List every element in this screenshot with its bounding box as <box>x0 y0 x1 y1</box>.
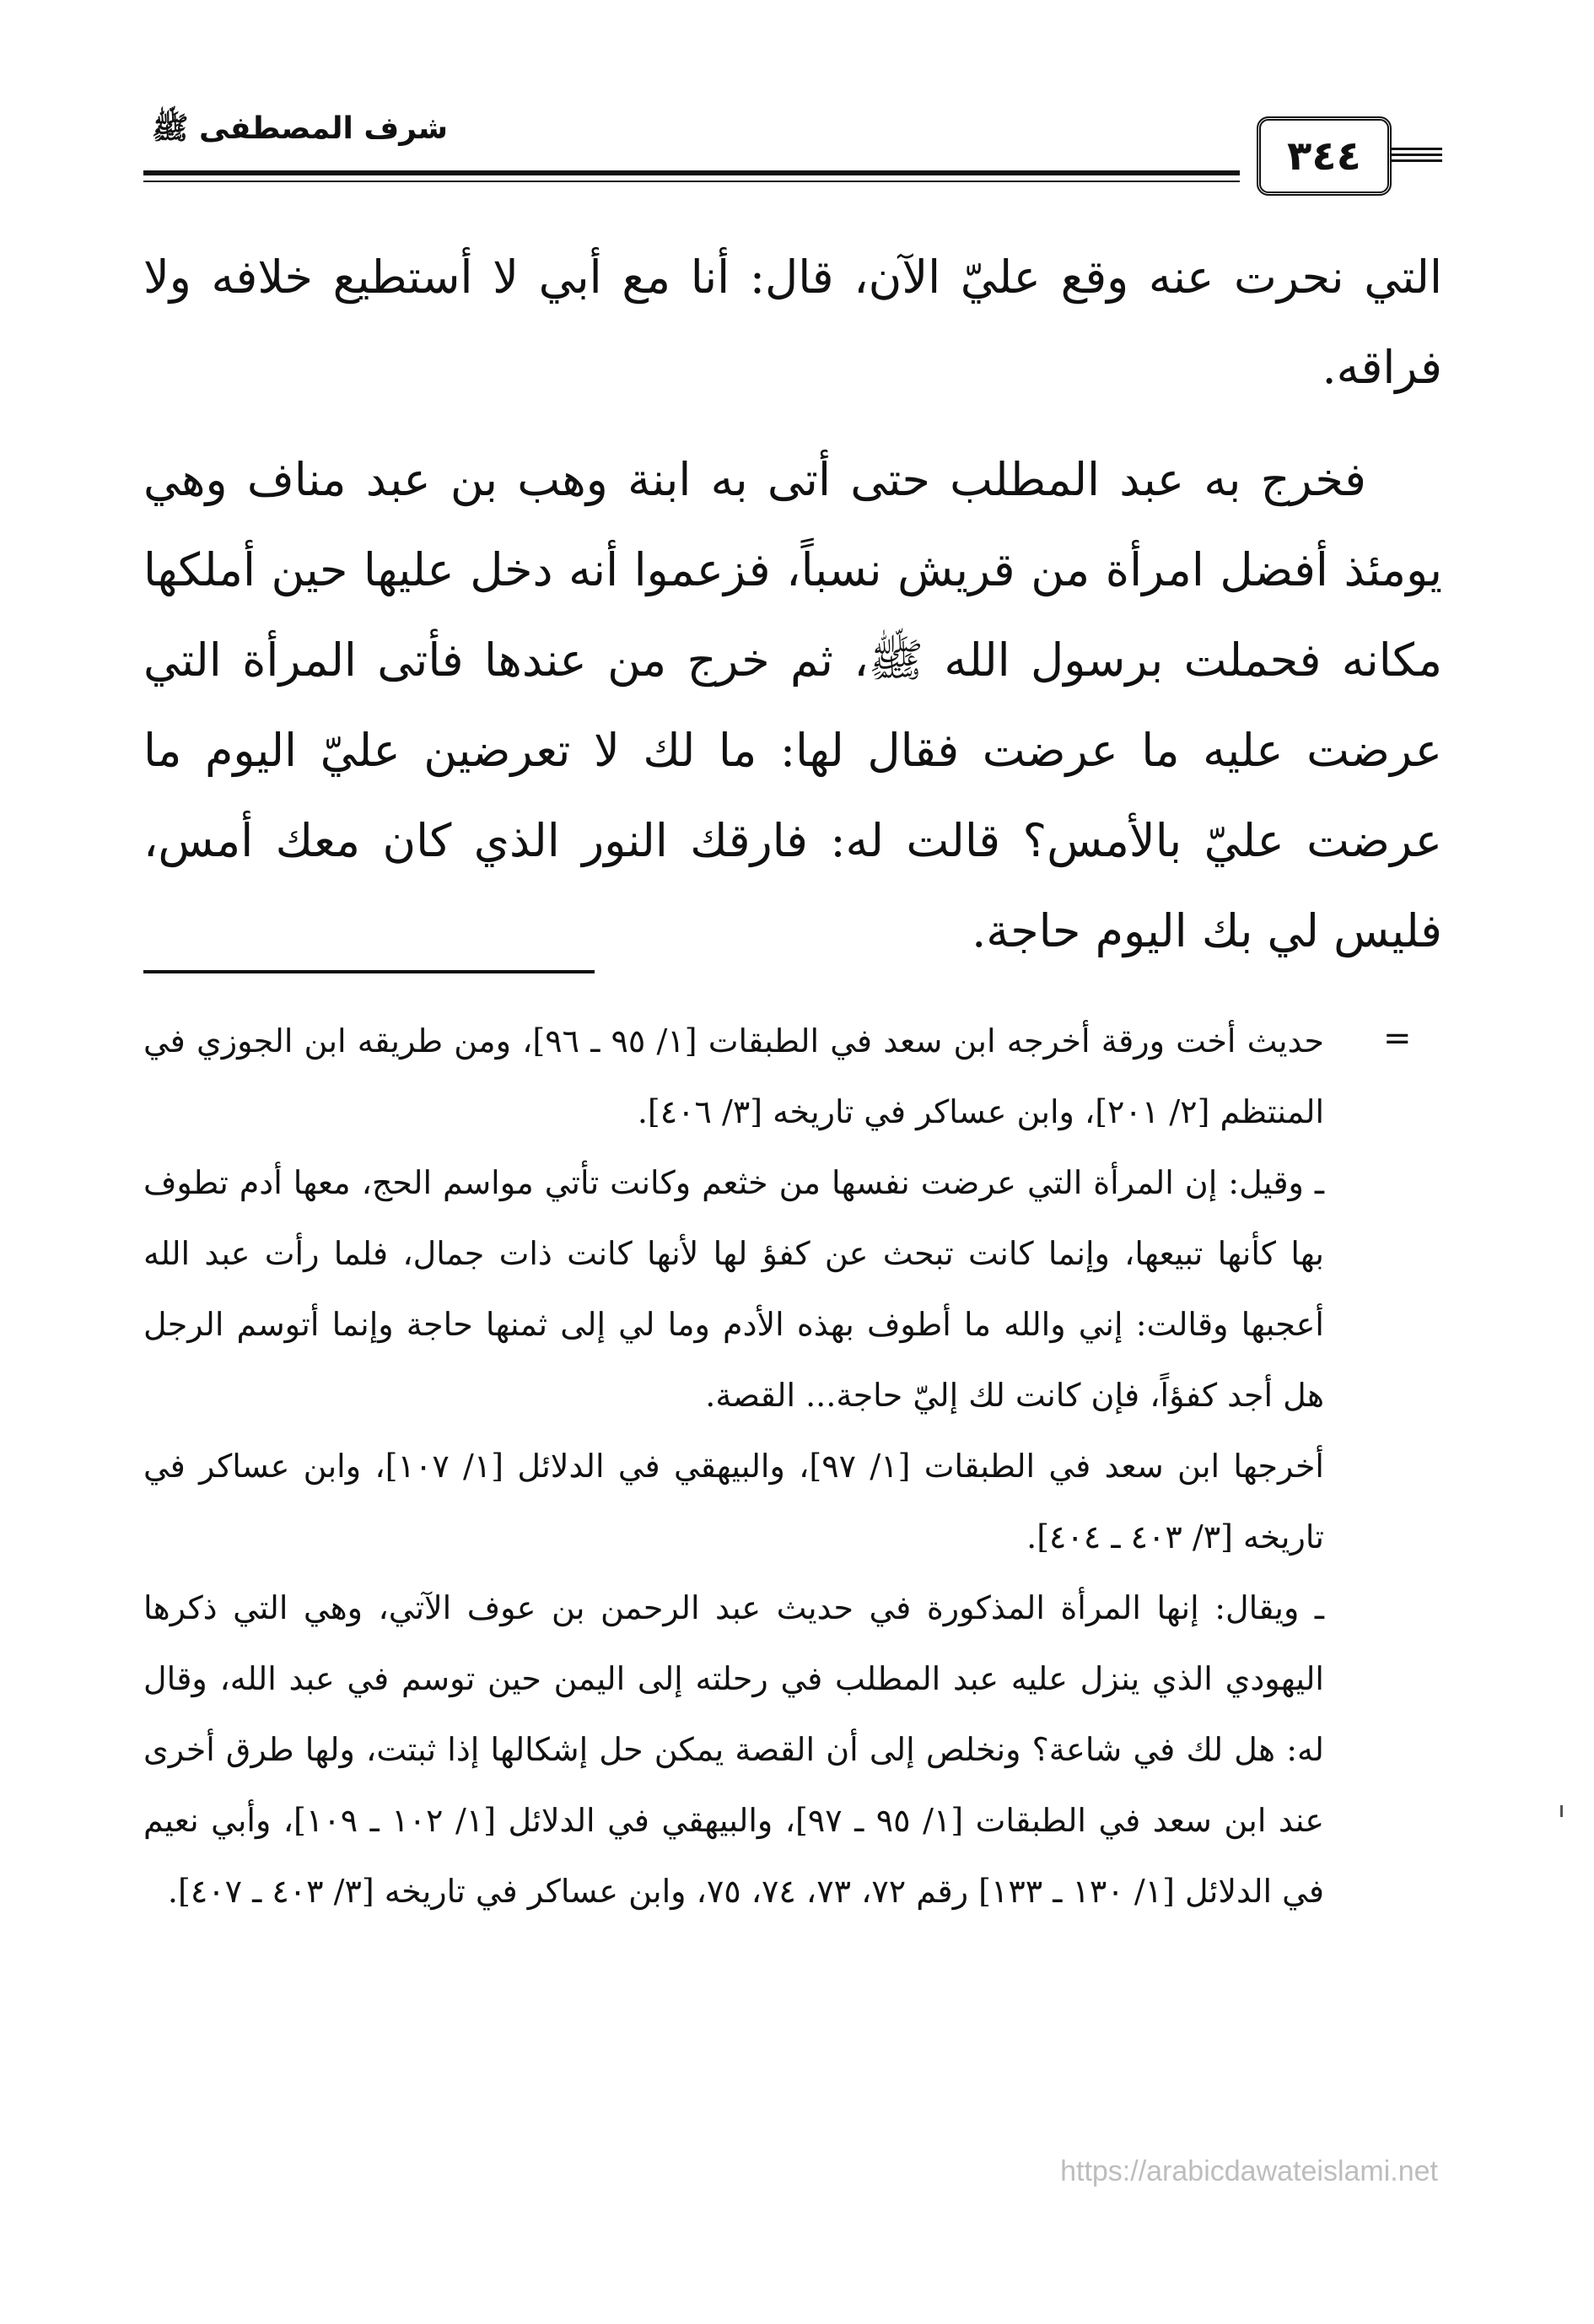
footnote-paragraph: أخرجها ابن سعد في الطبقات [١/ ٩٧]، والبيهقي في الدلائل [١/ ١٠٧]، وابن عساكر في تاريخه [٣/ ٤٠٣ ـ ٤٠٤]. <box>143 1448 1324 1556</box>
footnote-paragraph: ـ وقيل: إن المرأة التي عرضت نفسها من خثعم وكانت تأتي مواسم الحج، معها أدم تطوف بها كأنها تبيعها، وإنما كانت تبحث عن كفؤ لها لأنها كانت ذات جمال، فلما رأت عبد الله أعجبها وقالت: إني والله ما أطوف بهذه الأدم وما لي إلى ثمنها حاجة وإنما أتوسم الرجل هل أجد كفؤاً، فإن كانت لك إليّ حاجة... القصة. <box>143 1164 1324 1414</box>
footnote-paragraph: ـ ويقال: إنها المرأة المذكورة في حديث عبد الرحمن بن عوف الآتي، وهي التي ذكرها اليهودي الذي ينزل عليه عبد المطلب في رحلته إلى اليمن حين توسم في عبد الله، وقال له: هل لك في شاعة؟ ونخلص إلى أن القصة يمكن حل إشكالها إذا ثبتت، ولها طرق أخرى عند ابن سعد في الطبقات [١/ ٩٥ ـ ٩٧]، والبيهقي في الدلائل [١/ ١٠٢ ـ ١٠٩]، وأبي نعيم في الدلائل [١/ ١٣٠ ـ ١٣٣] رقم ٧٢، ٧٣، ٧٤، ٧٥، وابن عساكر في تاريخه [٣/ ٤٠٣ ـ ٤٠٧]. <box>143 1589 1325 1910</box>
main-text <box>143 232 1442 976</box>
footnotes <box>143 1006 1324 1927</box>
page-header <box>143 110 1442 198</box>
page-number-box <box>1257 116 1392 196</box>
footnote-continuation-marker: = <box>1383 1019 1412 1058</box>
paragraph: فخرج به عبد المطلب حتى أتى به ابنة وهب بن عبد مناف وهي يومئذ أفضل امرأة من قريش نسباً، فزعموا أنه دخل عليها حين أملكها مكانه فحملت برسول الله ﷺ، ثم خرج من عندها فأتى المرأة التي عرضت عليه ما عرضت فقال لها: ما لك لا تعرضين عليّ اليوم ما عرضت عليّ بالأمس؟ قالت له: فارقك النور الذي كان معك أمس، فليس لي بك اليوم حاجة. <box>143 453 1442 957</box>
header-rule-thick <box>143 170 1240 175</box>
page-number: ٣٤٤ <box>1287 132 1361 180</box>
header-ornament-lines <box>1392 148 1442 164</box>
paragraph: التي نحرت عنه وقع عليّ الآن، قال: أنا مع أبي لا أستطيع خلافه ولا فراقه. <box>143 251 1442 394</box>
watermark-url: https://arabicdawateislami.net <box>1060 2155 1438 2187</box>
book-title: شرف المصطفى ﷺ <box>152 111 449 146</box>
footnote-paragraph: حديث أخت ورقة أخرجه ابن سعد في الطبقات [١/ ٩٥ ـ ٩٦]، ومن طريقه ابن الجوزي في المنتظم [٢/ ٢٠١]، وابن عساكر في تاريخه [٣/ ٤٠٦]. <box>143 1022 1324 1130</box>
header-rule-thin <box>143 181 1240 182</box>
scan-mark <box>1560 1805 1563 1817</box>
footnote-separator <box>143 970 595 973</box>
